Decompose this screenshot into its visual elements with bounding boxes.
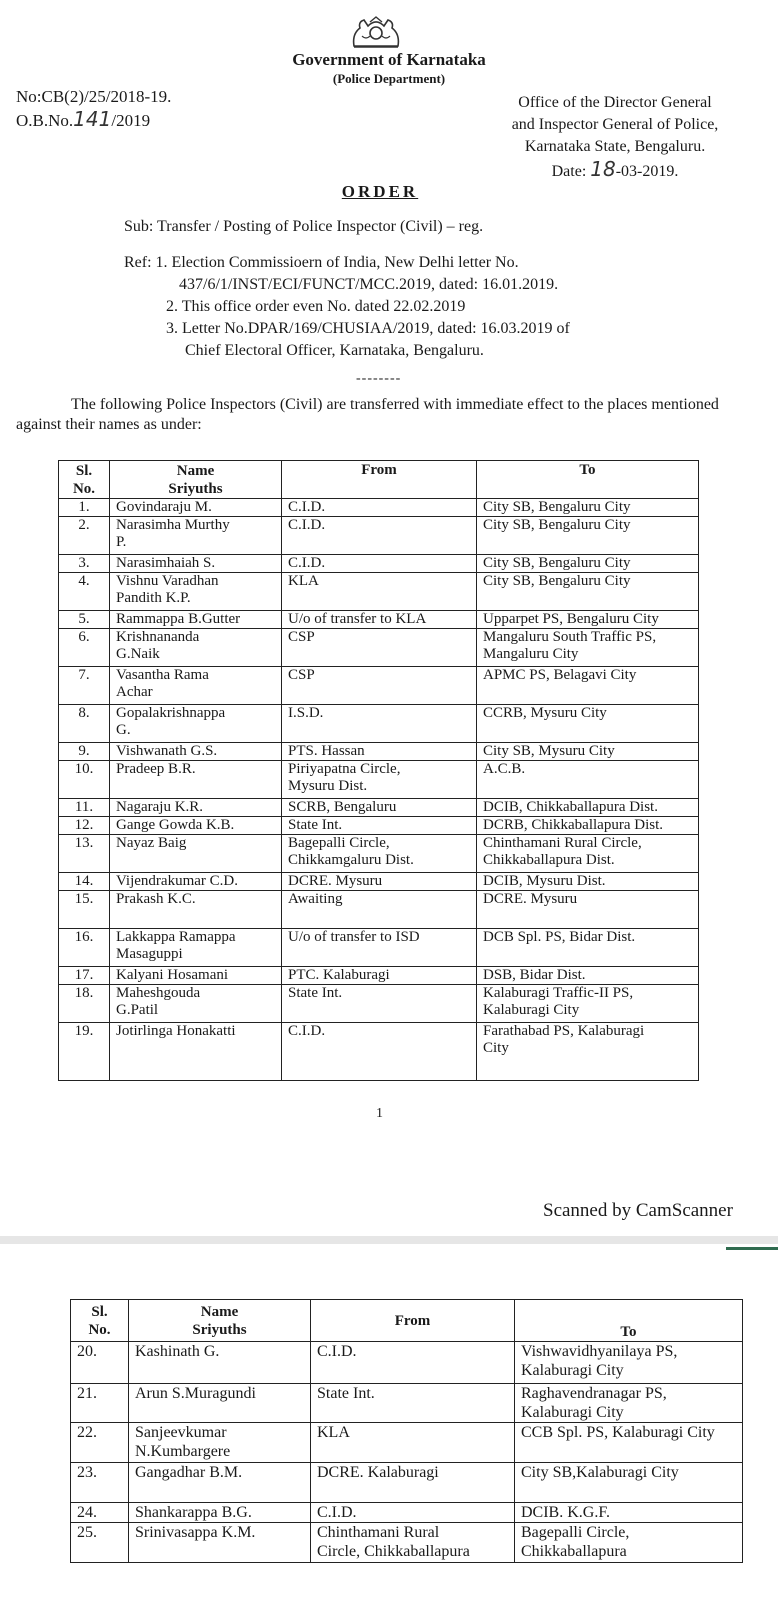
cell-sl-line: 11. <box>74 799 94 815</box>
table-row <box>59 705 699 743</box>
subject-line: Sub: Transfer / Posting of Police Inspector (Civil) – reg. <box>124 218 484 235</box>
cell-from-line: U/o of transfer to KLA <box>288 611 427 627</box>
cell-sl <box>59 835 110 873</box>
cell-to <box>477 835 699 873</box>
cell-from <box>282 743 477 761</box>
cell-name <box>110 985 282 1023</box>
cell-from <box>311 1384 515 1423</box>
cell-from-line: DCRE. Mysuru <box>288 873 383 889</box>
cell-name <box>110 629 282 667</box>
cell-from-line: PTS. Hassan <box>288 743 365 759</box>
cell-name-line: Vishwanath G.S. <box>116 743 218 759</box>
cell-from-line: KLA <box>288 573 319 589</box>
cell-name-line: Arun S.Muragundi <box>135 1385 256 1402</box>
cell-sl <box>59 761 110 799</box>
cell-from-line: C.I.D. <box>317 1343 357 1360</box>
cell-name-line: Kalyani Hosamani <box>116 967 229 983</box>
cell-name-line: Nagaraju K.R. <box>116 799 204 815</box>
cell-sl <box>59 629 110 667</box>
table-row <box>59 667 699 705</box>
cell-name <box>129 1523 311 1563</box>
cell-to <box>515 1503 743 1523</box>
cell-to-line: City <box>483 1040 509 1056</box>
cell-from-line: C.I.D. <box>288 517 326 533</box>
cell-name-line: Vijendrakumar C.D. <box>116 873 238 889</box>
cell-name-line: G. <box>116 722 131 738</box>
cell-sl <box>59 499 110 517</box>
cell-to-line: DCB Spl. PS, Bidar Dist. <box>483 929 636 945</box>
cell-sl <box>59 967 110 985</box>
table-row <box>59 929 699 967</box>
cell-sl-line: 4. <box>78 573 90 589</box>
cell-from <box>282 555 477 573</box>
cell-to <box>515 1523 743 1563</box>
cell-to-line: DSB, Bidar Dist. <box>483 967 586 983</box>
table-row <box>71 1342 743 1384</box>
table-row <box>59 499 699 517</box>
cell-from-line: Chinthamani Rural <box>317 1524 440 1541</box>
cell-to-line: Kalaburagi City <box>521 1404 624 1421</box>
table-row <box>71 1463 743 1503</box>
cell-name <box>110 817 282 835</box>
table-row <box>59 985 699 1023</box>
cell-name-line: Achar <box>116 684 153 700</box>
table-row <box>71 1503 743 1523</box>
cell-sl <box>59 817 110 835</box>
cell-to <box>477 761 699 799</box>
cell-name-line: Masaguppi <box>116 946 183 962</box>
cell-sl-line: 10. <box>74 761 94 777</box>
cell-from-line: SCRB, Bengaluru <box>288 799 397 815</box>
cell-name <box>110 929 282 967</box>
cell-to <box>477 967 699 985</box>
cell-sl <box>59 891 110 929</box>
cell-sl-line: 2. <box>78 517 90 533</box>
cell-name <box>110 799 282 817</box>
cell-name <box>129 1423 311 1463</box>
cell-from <box>282 667 477 705</box>
camscanner-watermark: Scanned by CamScanner <box>543 1200 733 1221</box>
cell-from <box>282 967 477 985</box>
cell-to <box>477 499 699 517</box>
cell-name-line: Narasimhaiah S. <box>116 555 216 571</box>
cell-name <box>110 743 282 761</box>
cell-sl-line: 3. <box>78 555 90 571</box>
office-address: Office of the Director General and Inspector General of Police, Karnataka State, Bengaluru. Date: 18-03-2019. <box>470 92 760 183</box>
cell-to-line: Kalaburagi Traffic-II PS, <box>483 985 634 1001</box>
cell-from <box>282 873 477 891</box>
cell-from <box>282 929 477 967</box>
cell-name-line: Vishnu Varadhan <box>116 573 219 589</box>
cell-name-line: Narasimha Murthy <box>116 517 230 533</box>
cell-to-line: Bagepalli Circle, <box>521 1524 630 1541</box>
cell-to <box>477 873 699 891</box>
cell-to-line: City SB, Mysuru City <box>483 743 615 759</box>
cell-from <box>282 1023 477 1081</box>
cell-from <box>282 499 477 517</box>
cell-from-line: CSP <box>288 629 315 645</box>
cell-sl-line: 12. <box>74 817 94 833</box>
cell-sl <box>59 1023 110 1081</box>
cell-to-line: DCIB, Mysuru Dist. <box>483 873 606 889</box>
cell-sl-line: 7. <box>78 667 90 683</box>
cell-to-line: City SB, Bengaluru City <box>483 573 631 589</box>
ob-number: O.B.No.141/2019 <box>16 107 151 131</box>
cell-name-line: Sanjeevkumar <box>135 1424 227 1441</box>
cell-sl-line: 24. <box>77 1504 97 1521</box>
cell-from <box>282 611 477 629</box>
col-to-header: To <box>477 461 699 499</box>
references: Ref: 1. Election Commissioern of India, New Delhi letter No. 437/6/1/INST/ECI/FUNCT/MCC.2019, dated: 16.01.2019. 2. This office order even No. dated 22.02.2019 3. Letter No.DPAR/169/CHUSIAA/2019, dated: 16.03.2019 of Chief Electoral Officer, Karnataka, Bengaluru. <box>124 254 570 359</box>
cell-name-line: Govindaraju M. <box>116 499 212 515</box>
cell-sl <box>59 873 110 891</box>
cell-sl <box>59 667 110 705</box>
cell-from-line: C.I.D. <box>317 1504 357 1521</box>
cell-from <box>282 573 477 611</box>
cell-from <box>311 1503 515 1523</box>
cell-sl <box>59 743 110 761</box>
cell-to <box>515 1384 743 1423</box>
cell-to-line: CCRB, Mysuru City <box>483 705 607 721</box>
cell-sl-line: 16. <box>74 929 94 945</box>
cell-sl <box>71 1384 129 1423</box>
cell-from <box>282 705 477 743</box>
cell-to-line: Mangaluru South Traffic PS, <box>483 629 657 645</box>
cell-from-line: Piriyapatna Circle, <box>288 761 401 777</box>
table-row <box>59 761 699 799</box>
table-row <box>59 743 699 761</box>
cell-from-line: Mysuru Dist. <box>288 778 368 794</box>
cell-sl <box>71 1523 129 1563</box>
cell-to-line: Kalaburagi City <box>483 1002 580 1018</box>
cell-to-line: City SB, Bengaluru City <box>483 517 631 533</box>
cell-from <box>311 1342 515 1384</box>
cell-from <box>311 1523 515 1563</box>
ob-number-handwritten: 141 <box>73 107 112 131</box>
cell-sl <box>59 573 110 611</box>
cell-from-line: Awaiting <box>288 891 343 907</box>
cell-name-line: G.Patil <box>116 1002 159 1018</box>
cell-to-line: Kalaburagi City <box>521 1362 624 1379</box>
cell-sl <box>59 985 110 1023</box>
col-from-header-p2: From <box>311 1300 515 1342</box>
cell-name <box>110 573 282 611</box>
cell-to <box>477 667 699 705</box>
cell-name-line: Nayaz Baig <box>116 835 187 851</box>
cell-name-line: P. <box>116 534 127 550</box>
cell-from <box>311 1463 515 1503</box>
cell-from-line: C.I.D. <box>288 1023 326 1039</box>
cell-from <box>282 891 477 929</box>
cell-from-line: Bagepalli Circle, <box>288 835 390 851</box>
cell-sl-line: 8. <box>78 705 90 721</box>
karnataka-emblem-icon <box>348 16 404 50</box>
cell-name <box>110 873 282 891</box>
cell-name-line: Vasantha Rama <box>116 667 209 683</box>
col-name-header: Name Sriyuths <box>110 461 282 499</box>
col-from-header: From <box>282 461 477 499</box>
cell-name <box>129 1463 311 1503</box>
cell-sl-line: 23. <box>77 1464 97 1481</box>
cell-to-line: DCIB, Chikkaballapura Dist. <box>483 799 658 815</box>
cell-sl-line: 25. <box>77 1524 97 1541</box>
cell-to-line: Farathabad PS, Kalaburagi <box>483 1023 645 1039</box>
cell-to <box>477 555 699 573</box>
cell-name-line: Gopalakrishnappa <box>116 705 226 721</box>
cell-name <box>110 761 282 799</box>
cell-name <box>110 667 282 705</box>
cell-sl-line: 22. <box>77 1424 97 1441</box>
government-title: Government of Karnataka <box>292 50 486 69</box>
cell-to-line: A.C.B. <box>483 761 526 777</box>
cell-sl-line: 5. <box>78 611 90 627</box>
col-sl-header-p2: Sl. No. <box>71 1300 129 1342</box>
cell-sl <box>59 705 110 743</box>
table-row <box>59 1023 699 1081</box>
transfer-table-page1 <box>58 460 699 1081</box>
cell-to-line: City SB,Kalaburagi City <box>521 1464 679 1481</box>
cell-to <box>477 573 699 611</box>
table-row <box>71 1423 743 1463</box>
cell-name-line: Srinivasappa K.M. <box>135 1524 256 1541</box>
cell-to-line: APMC PS, Belagavi City <box>483 667 637 683</box>
cell-from-line: DCRE. Kalaburagi <box>317 1464 439 1481</box>
cell-to-line: DCRE. Mysuru <box>483 891 578 907</box>
cell-name <box>110 967 282 985</box>
cell-name <box>129 1342 311 1384</box>
cell-to <box>477 799 699 817</box>
table-row <box>59 517 699 555</box>
cell-from <box>282 799 477 817</box>
col-name-header-p2: Name Sriyuths <box>129 1300 311 1342</box>
col-to-header-p2: To <box>515 1300 743 1342</box>
cell-from <box>282 817 477 835</box>
cell-from <box>311 1423 515 1463</box>
cell-to <box>477 1023 699 1081</box>
cell-to <box>477 517 699 555</box>
col-sl-header: Sl. No. <box>59 461 110 499</box>
department-subtitle: (Police Department) <box>332 71 446 86</box>
date-handwritten: 18 <box>590 157 616 181</box>
cell-to <box>477 817 699 835</box>
cell-sl <box>71 1342 129 1384</box>
table-row <box>71 1523 743 1563</box>
cell-name <box>110 1023 282 1081</box>
table-row <box>59 555 699 573</box>
cell-name <box>110 499 282 517</box>
cell-to-line: DCRB, Chikkaballapura Dist. <box>483 817 663 833</box>
order-date: Date: 18-03-2019. <box>551 157 679 181</box>
table-row <box>59 629 699 667</box>
separator-dashes: -------- <box>356 371 402 386</box>
cell-name-line: Pradeep B.R. <box>116 761 196 777</box>
cell-from <box>282 517 477 555</box>
cell-name-line: Pandith K.P. <box>116 590 191 606</box>
page-edge-mark <box>726 1247 778 1250</box>
cell-from-line: State Int. <box>288 985 343 1001</box>
cell-to-line: DCIB. K.G.F. <box>521 1504 610 1521</box>
cell-to-line: Vishwavidhyanilaya PS, <box>521 1343 678 1360</box>
cell-from <box>282 761 477 799</box>
cell-name-line: Gange Gowda K.B. <box>116 817 235 833</box>
cell-name-line: Jotirlinga Honakatti <box>116 1023 236 1039</box>
cell-name <box>110 891 282 929</box>
cell-name-line: Lakkappa Ramappa <box>116 929 236 945</box>
cell-to-line: Raghavendranagar PS, <box>521 1385 667 1402</box>
cell-name-line: Gangadhar B.M. <box>135 1464 243 1481</box>
order-heading: ORDER <box>341 182 419 201</box>
cell-name <box>129 1503 311 1523</box>
cell-to <box>515 1463 743 1503</box>
cell-sl-line: 1. <box>78 499 90 515</box>
cell-to <box>477 629 699 667</box>
cell-to <box>515 1342 743 1384</box>
cell-from-line: C.I.D. <box>288 499 326 515</box>
cell-from <box>282 835 477 873</box>
cell-name-line: Prakash K.C. <box>116 891 196 907</box>
cell-name <box>110 835 282 873</box>
table-row <box>59 967 699 985</box>
cell-from-line: I.S.D. <box>288 705 324 721</box>
transfer-table-page2 <box>70 1299 743 1563</box>
cell-sl <box>59 517 110 555</box>
cell-name <box>110 611 282 629</box>
table-row <box>59 573 699 611</box>
cell-to <box>477 985 699 1023</box>
cell-from-line: PTC. Kalaburagi <box>288 967 390 983</box>
cell-sl-line: 17. <box>74 967 94 983</box>
cell-sl <box>71 1503 129 1523</box>
cell-from-line: Circle, Chikkaballapura <box>317 1543 470 1560</box>
cell-to <box>477 743 699 761</box>
table-row <box>59 835 699 873</box>
table-row <box>71 1384 743 1423</box>
cell-from-line: C.I.D. <box>288 555 326 571</box>
cell-to-line: Mangaluru City <box>483 646 579 662</box>
cell-sl-line: 20. <box>77 1343 97 1360</box>
cell-to <box>477 611 699 629</box>
cell-name-line: Kashinath G. <box>135 1343 220 1360</box>
cell-from-line: Chikkamgaluru Dist. <box>288 852 414 868</box>
cell-name-line: N.Kumbargere <box>135 1443 231 1460</box>
cell-to-line: Chikkaballapura <box>521 1543 627 1560</box>
cell-name <box>110 555 282 573</box>
cell-name-line: Shankarappa B.G. <box>135 1504 252 1521</box>
cell-to <box>515 1423 743 1463</box>
cell-to <box>477 705 699 743</box>
cell-name-line: Rammappa B.Gutter <box>116 611 241 627</box>
table-row <box>59 873 699 891</box>
cell-sl-line: 6. <box>78 629 90 645</box>
cell-sl <box>59 929 110 967</box>
cell-name-line: G.Naik <box>116 646 160 662</box>
table-row <box>59 891 699 929</box>
cell-from <box>282 985 477 1023</box>
cell-sl-line: 13. <box>74 835 94 851</box>
cell-name <box>110 705 282 743</box>
cell-to-line: Chinthamani Rural Circle, <box>483 835 642 851</box>
cell-sl <box>59 799 110 817</box>
table-row <box>59 799 699 817</box>
cell-to-line: Upparpet PS, Bengaluru City <box>483 611 659 627</box>
cell-sl-line: 21. <box>77 1385 97 1402</box>
cell-name <box>129 1384 311 1423</box>
table-row <box>59 611 699 629</box>
order-paragraph: The following Police Inspectors (Civil) are transferred with immediate effect to the places mentioned against their names as under: <box>16 396 719 433</box>
cell-from-line: State Int. <box>317 1385 375 1402</box>
cell-sl <box>71 1423 129 1463</box>
cell-from-line: State Int. <box>288 817 343 833</box>
cell-from-line: CSP <box>288 667 315 683</box>
file-reference <box>16 86 171 132</box>
cell-sl-line: 18. <box>74 985 94 1001</box>
page-separator <box>0 1236 778 1244</box>
cell-from <box>282 629 477 667</box>
cell-name <box>110 517 282 555</box>
page-number: 1 <box>376 1106 383 1121</box>
cell-name-line: Maheshgouda <box>116 985 201 1001</box>
table-row <box>59 817 699 835</box>
cell-to <box>477 891 699 929</box>
file-number: No:CB(2)/25/2018-19. <box>16 87 172 106</box>
cell-to-line: CCB Spl. PS, Kalaburagi City <box>521 1424 715 1441</box>
cell-sl-line: 15. <box>74 891 94 907</box>
cell-from-line: U/o of transfer to ISD <box>288 929 420 945</box>
cell-to-line: City SB, Bengaluru City <box>483 555 631 571</box>
cell-to-line: City SB, Bengaluru City <box>483 499 631 515</box>
cell-name-line: Krishnananda <box>116 629 200 645</box>
cell-to-line: Chikkaballapura Dist. <box>483 852 615 868</box>
cell-from-line: KLA <box>317 1424 350 1441</box>
cell-sl-line: 14. <box>74 873 94 889</box>
cell-sl-line: 9. <box>78 743 90 759</box>
cell-sl <box>59 611 110 629</box>
cell-sl <box>59 555 110 573</box>
cell-sl <box>71 1463 129 1503</box>
cell-sl-line: 19. <box>74 1023 94 1039</box>
cell-to <box>477 929 699 967</box>
